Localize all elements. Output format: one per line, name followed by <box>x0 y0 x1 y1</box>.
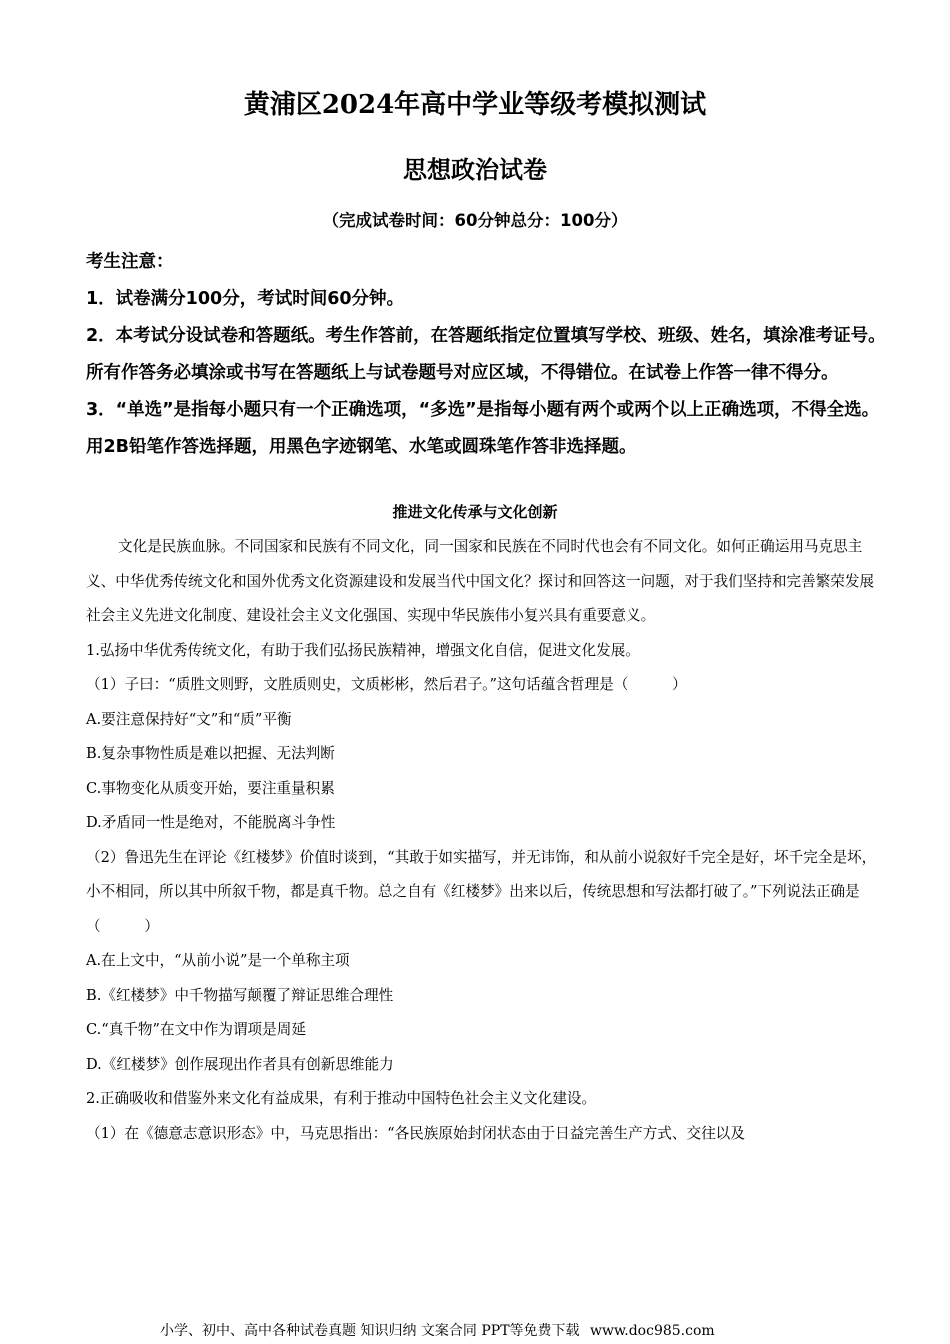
question-2-stem: 2.正确吸收和借鉴外来文化有益成果，有利于推动中国特色社会主义文化建设。 <box>86 1090 597 1107</box>
section-body <box>86 530 886 1151</box>
page-subtitle: 思想政治试卷 <box>403 155 547 184</box>
question-1-1-option-a: A.要注意保持好“文”和“质”平衡 <box>86 710 292 728</box>
page-footer <box>160 1321 860 1341</box>
page-title: 黄浦区2024年高中学业等级考模拟测试 <box>243 90 707 120</box>
exam-time-score: （完成试卷时间：60分钟总分：100分） <box>322 211 628 230</box>
question-1-2-stem: （2）鲁迅先生在评论《红楼梦》价值时谈到，“其敢于如实描写，并无讳饰，和从前小说叙好千完全是好，坏千完全是坏，小不相同，所以其中所叙千物，都是真千物。总之自有《红楼梦》出来以后，传统思想和写法都打破了。”下列说法正确是（ ） <box>86 848 877 935</box>
question-1-1-option-b: B.复杂事物性质是难以把握、无法判断 <box>86 745 335 762</box>
notice-item: 3．“单选”是指每小题只有一个正确选项，“多选”是指每小题有两个或两个以上正确选项，不得全选。用2B铅笔作答选择题，用黑色字迹钢笔、水笔或圆珠笔作答非选择题。 <box>86 400 880 457</box>
footer-site-link[interactable]: www.doc985.com <box>589 1323 715 1339</box>
question-2-1-stem: （1）在《德意志意识形态》中，马克思指出：“各民族原始封闭状态由于日益完善生产方式、交往以及 <box>86 1124 745 1142</box>
footer-slogan: 小学、初中、高中各种试卷真题 知识归纳 文案合同 PPT等免费下载 <box>160 1323 580 1339</box>
notice-item: 1．试卷满分100分，考试时间60分钟。 <box>86 289 405 309</box>
section-title: 推进文化传承与文化创新 <box>392 503 558 521</box>
section-intro: 文化是民族血脉。不同国家和民族有不同文化，同一国家和民族在不同时代也会有不同文化。如何正确运用马克思主义、中华优秀传统文化和国外优秀文化资源建设和发展当代中国文化？探讨和回答这一问题，对于我们坚持和完善繁荣发展社会主义先进文化制度、建设社会主义文化强国、实现中华民族伟小复兴具有重要意义。 <box>86 538 875 624</box>
question-1-1-option-c: C.事物变化从质变开始，要注重量积累 <box>86 779 335 797</box>
question-1-1-option-d: D.矛盾同一性是绝对，不能脱离斗争性 <box>86 814 336 831</box>
question-1-2-option-d: D.《红楼梦》创作展现出作者具有创新思维能力 <box>86 1055 394 1073</box>
question-1-2-option-a: A.在上文中，“从前小说”是一个单称主项 <box>86 952 350 969</box>
question-1-1-stem: （1）子曰：“质胜文则野，文胜质则史，文质彬彬，然后君子。”这句话蕴含哲理是（ ） <box>86 676 687 693</box>
notice-item: 2．本考试分设试卷和答题纸。考生作答前，在答题纸指定位置填写学校、班级、姓名，填涂准考证号。所有作答务必填涂或书写在答题纸上与试卷题号对应区域，不得错位。在试卷上作答一律不得分。 <box>86 326 886 383</box>
question-1-2-option-c: C.“真千物”在文中作为谓项是周延 <box>86 1021 306 1038</box>
question-1-stem: 1.弘扬中华优秀传统文化，有助于我们弘扬民族精神，增强文化自信，促进文化发展。 <box>86 641 640 659</box>
notice-heading: 考生注意： <box>86 252 174 272</box>
candidate-notice <box>86 244 886 466</box>
question-1-2-option-b: B.《红楼梦》中千物描写颠覆了辩证思维合理性 <box>86 986 394 1004</box>
